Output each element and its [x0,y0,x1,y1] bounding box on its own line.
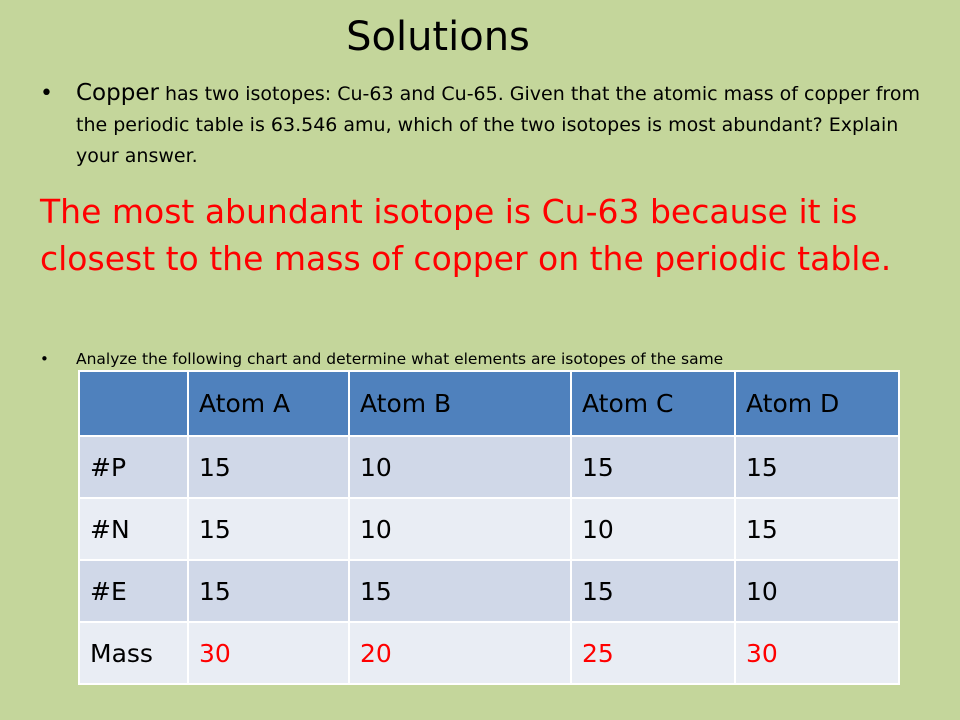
bullet-dot-icon: • [40,81,53,106]
isotope-table [78,370,900,685]
table-cell: 10 [349,436,571,498]
row-label: Mass [79,622,188,684]
analyze-text: Analyze the following chart and determine what elements are isotopes of the same [76,350,724,368]
table-cell: 15 [188,436,349,498]
table-header-cell: Atom C [571,371,735,436]
table-cell: 10 [571,498,735,560]
table-row [79,498,899,560]
table-cell: 15 [349,560,571,622]
table-header-cell: Atom B [349,371,571,436]
table-cell: 15 [735,498,899,560]
table-row [79,436,899,498]
table-cell: 15 [188,560,349,622]
mass-cell: 30 [188,622,349,684]
table-cell: 15 [571,436,735,498]
mass-cell: 20 [349,622,571,684]
question-lead: Copper [76,80,159,106]
mass-cell: 30 [735,622,899,684]
table-cell: 10 [735,560,899,622]
row-label: #N [79,498,188,560]
question-rest: has two isotopes: Cu-63 and Cu-65. Given that the atomic mass of copper from the periodic table is 63.546 amu, which of the two isotopes is most abundant? Explain your answer. [76,83,920,167]
table-header-row [79,371,899,436]
table-cell: 15 [571,560,735,622]
table-cell: 10 [349,498,571,560]
row-label: #P [79,436,188,498]
mass-cell: 25 [571,622,735,684]
question-text [76,78,936,172]
table-row [79,622,899,684]
table-row [79,560,899,622]
slide-title: Solutions [346,14,530,60]
table-cell: 15 [735,436,899,498]
table-header-cell [79,371,188,436]
table-header-cell: Atom D [735,371,899,436]
answer-text: The most abundant isotope is Cu-63 because it is closest to the mass of copper on the periodic table. [40,192,892,278]
table-header-cell: Atom A [188,371,349,436]
row-label: #E [79,560,188,622]
bullet-dot-icon: • [40,350,49,368]
table-cell: 15 [188,498,349,560]
